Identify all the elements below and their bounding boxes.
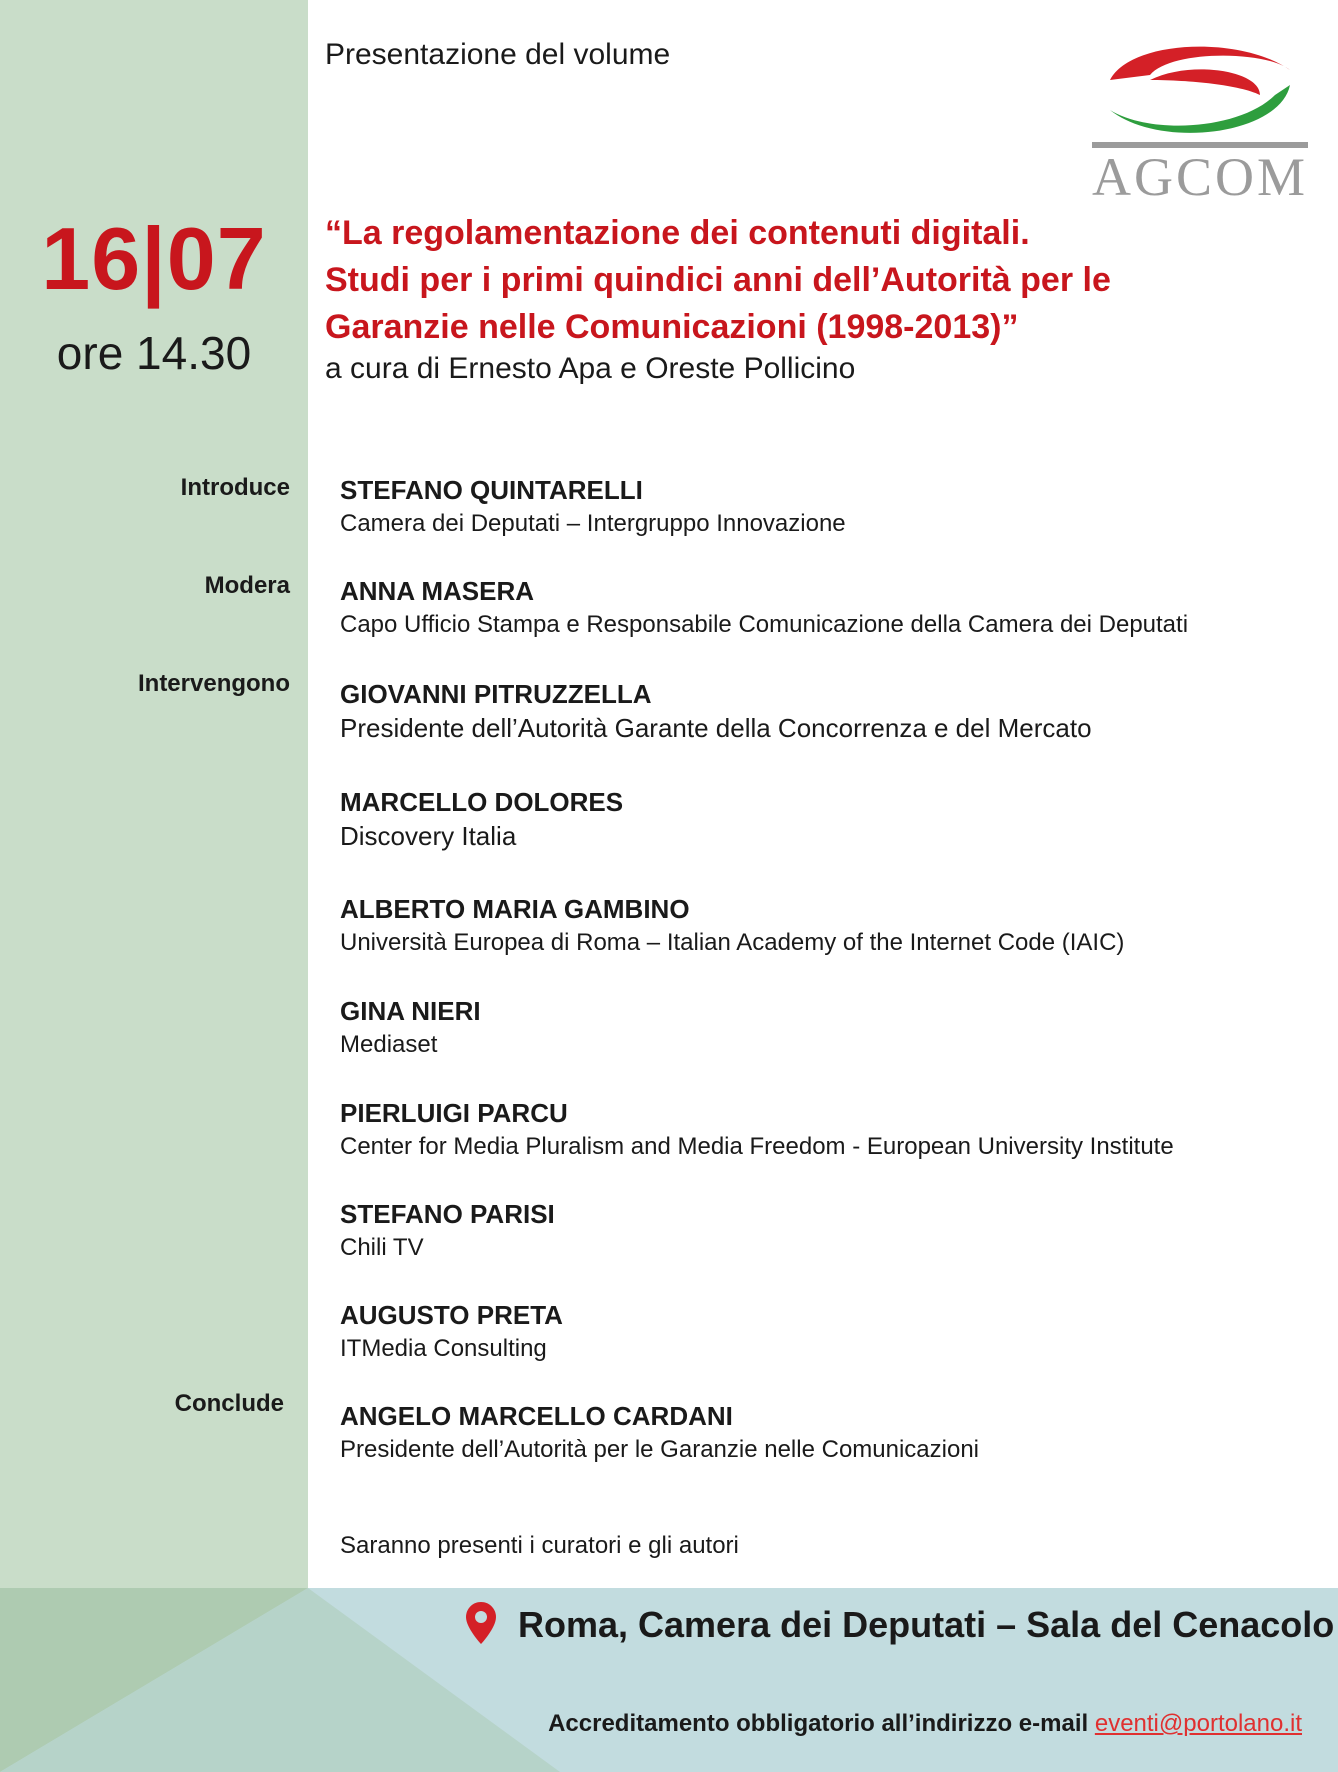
speaker xyxy=(340,994,1320,1062)
speaker-affiliation: Capo Ufficio Stampa e Responsabile Comunicazione della Camera dei Deputati xyxy=(340,611,1189,638)
speaker-name: MARCELLO DOLORES xyxy=(340,787,624,817)
speaker-name: ANNA MASERA xyxy=(340,576,535,606)
event-date: 16|07 xyxy=(41,209,267,308)
speaker-affiliation: Camera dei Deputati – Intergruppo Innovazione xyxy=(340,510,846,537)
event-time: ore 14.30 xyxy=(56,327,252,379)
book-curators: a cura di Ernesto Apa e Oreste Pollicino xyxy=(325,352,856,385)
speaker-affiliation: Presidente dell’Autorità Garante della Concorrenza e del Mercato xyxy=(340,713,1092,743)
speaker-name: GINA NIERI xyxy=(340,996,481,1026)
speaker-name: ANGELO MARCELLO CARDANI xyxy=(340,1401,733,1431)
logo-text: AGCOM xyxy=(1091,147,1309,207)
speaker-affiliation: Università Europea di Roma – Italian Academy of the Internet Code (IAIC) xyxy=(340,929,1125,956)
speaker-affiliation: Mediaset xyxy=(340,1031,438,1058)
speaker xyxy=(340,677,1320,745)
speaker-affiliation: Discovery Italia xyxy=(340,821,517,851)
speaker xyxy=(340,785,1320,853)
book-title-line: Garanzie nelle Comunicazioni (1998-2013)” xyxy=(325,308,1019,346)
role-introduce: Introduce xyxy=(180,474,290,501)
book-title-line: Studi per i primi quindici anni dell’Autorità per le xyxy=(325,261,1111,299)
accreditation-text: Accreditamento obbligatorio all’indirizzo e-mail xyxy=(548,1710,1089,1737)
speaker-affiliation: ITMedia Consulting xyxy=(340,1335,547,1362)
map-pin-icon xyxy=(466,1602,496,1649)
speaker-name: GIOVANNI PITRUZZELLA xyxy=(340,679,652,709)
speaker xyxy=(340,473,1320,541)
intro-label: Presentazione del volume xyxy=(325,38,671,71)
role-intervengono: Intervengono xyxy=(137,670,290,697)
speaker xyxy=(340,1399,1320,1467)
email-link[interactable]: eventi@portolano.it xyxy=(1094,1710,1302,1737)
speaker-name: AUGUSTO PRETA xyxy=(340,1300,563,1330)
speaker-affiliation: Chili TV xyxy=(340,1234,424,1261)
speaker-name: STEFANO QUINTARELLI xyxy=(340,475,643,505)
speaker-name: STEFANO PARISI xyxy=(340,1199,555,1229)
book-title-line: “La regolamentazione dei contenuti digitali. xyxy=(325,214,1030,252)
speaker-name: ALBERTO MARIA GAMBINO xyxy=(340,894,690,924)
closing-note: Saranno presenti i curatori e gli autori xyxy=(340,1532,739,1559)
speaker xyxy=(340,892,1320,960)
speaker-affiliation: Center for Media Pluralism and Media Freedom - European University Institute xyxy=(340,1133,1174,1160)
speaker xyxy=(340,1197,1320,1265)
speaker-name: PIERLUIGI PARCU xyxy=(340,1098,568,1128)
accreditation xyxy=(548,1710,1302,1738)
venue-text: Roma, Camera dei Deputati – Sala del Cenacolo xyxy=(518,1604,1335,1645)
speaker xyxy=(340,1096,1320,1164)
speaker-affiliation: Presidente dell’Autorità per le Garanzie nelle Comunicazioni xyxy=(340,1436,980,1463)
book-title xyxy=(325,210,1285,351)
role-conclude: Conclude xyxy=(174,1390,284,1417)
agcom-logo xyxy=(1090,40,1310,207)
speaker xyxy=(340,574,1320,642)
role-modera: Modera xyxy=(204,572,290,599)
speaker xyxy=(340,1298,1320,1366)
venue xyxy=(466,1600,1334,1650)
